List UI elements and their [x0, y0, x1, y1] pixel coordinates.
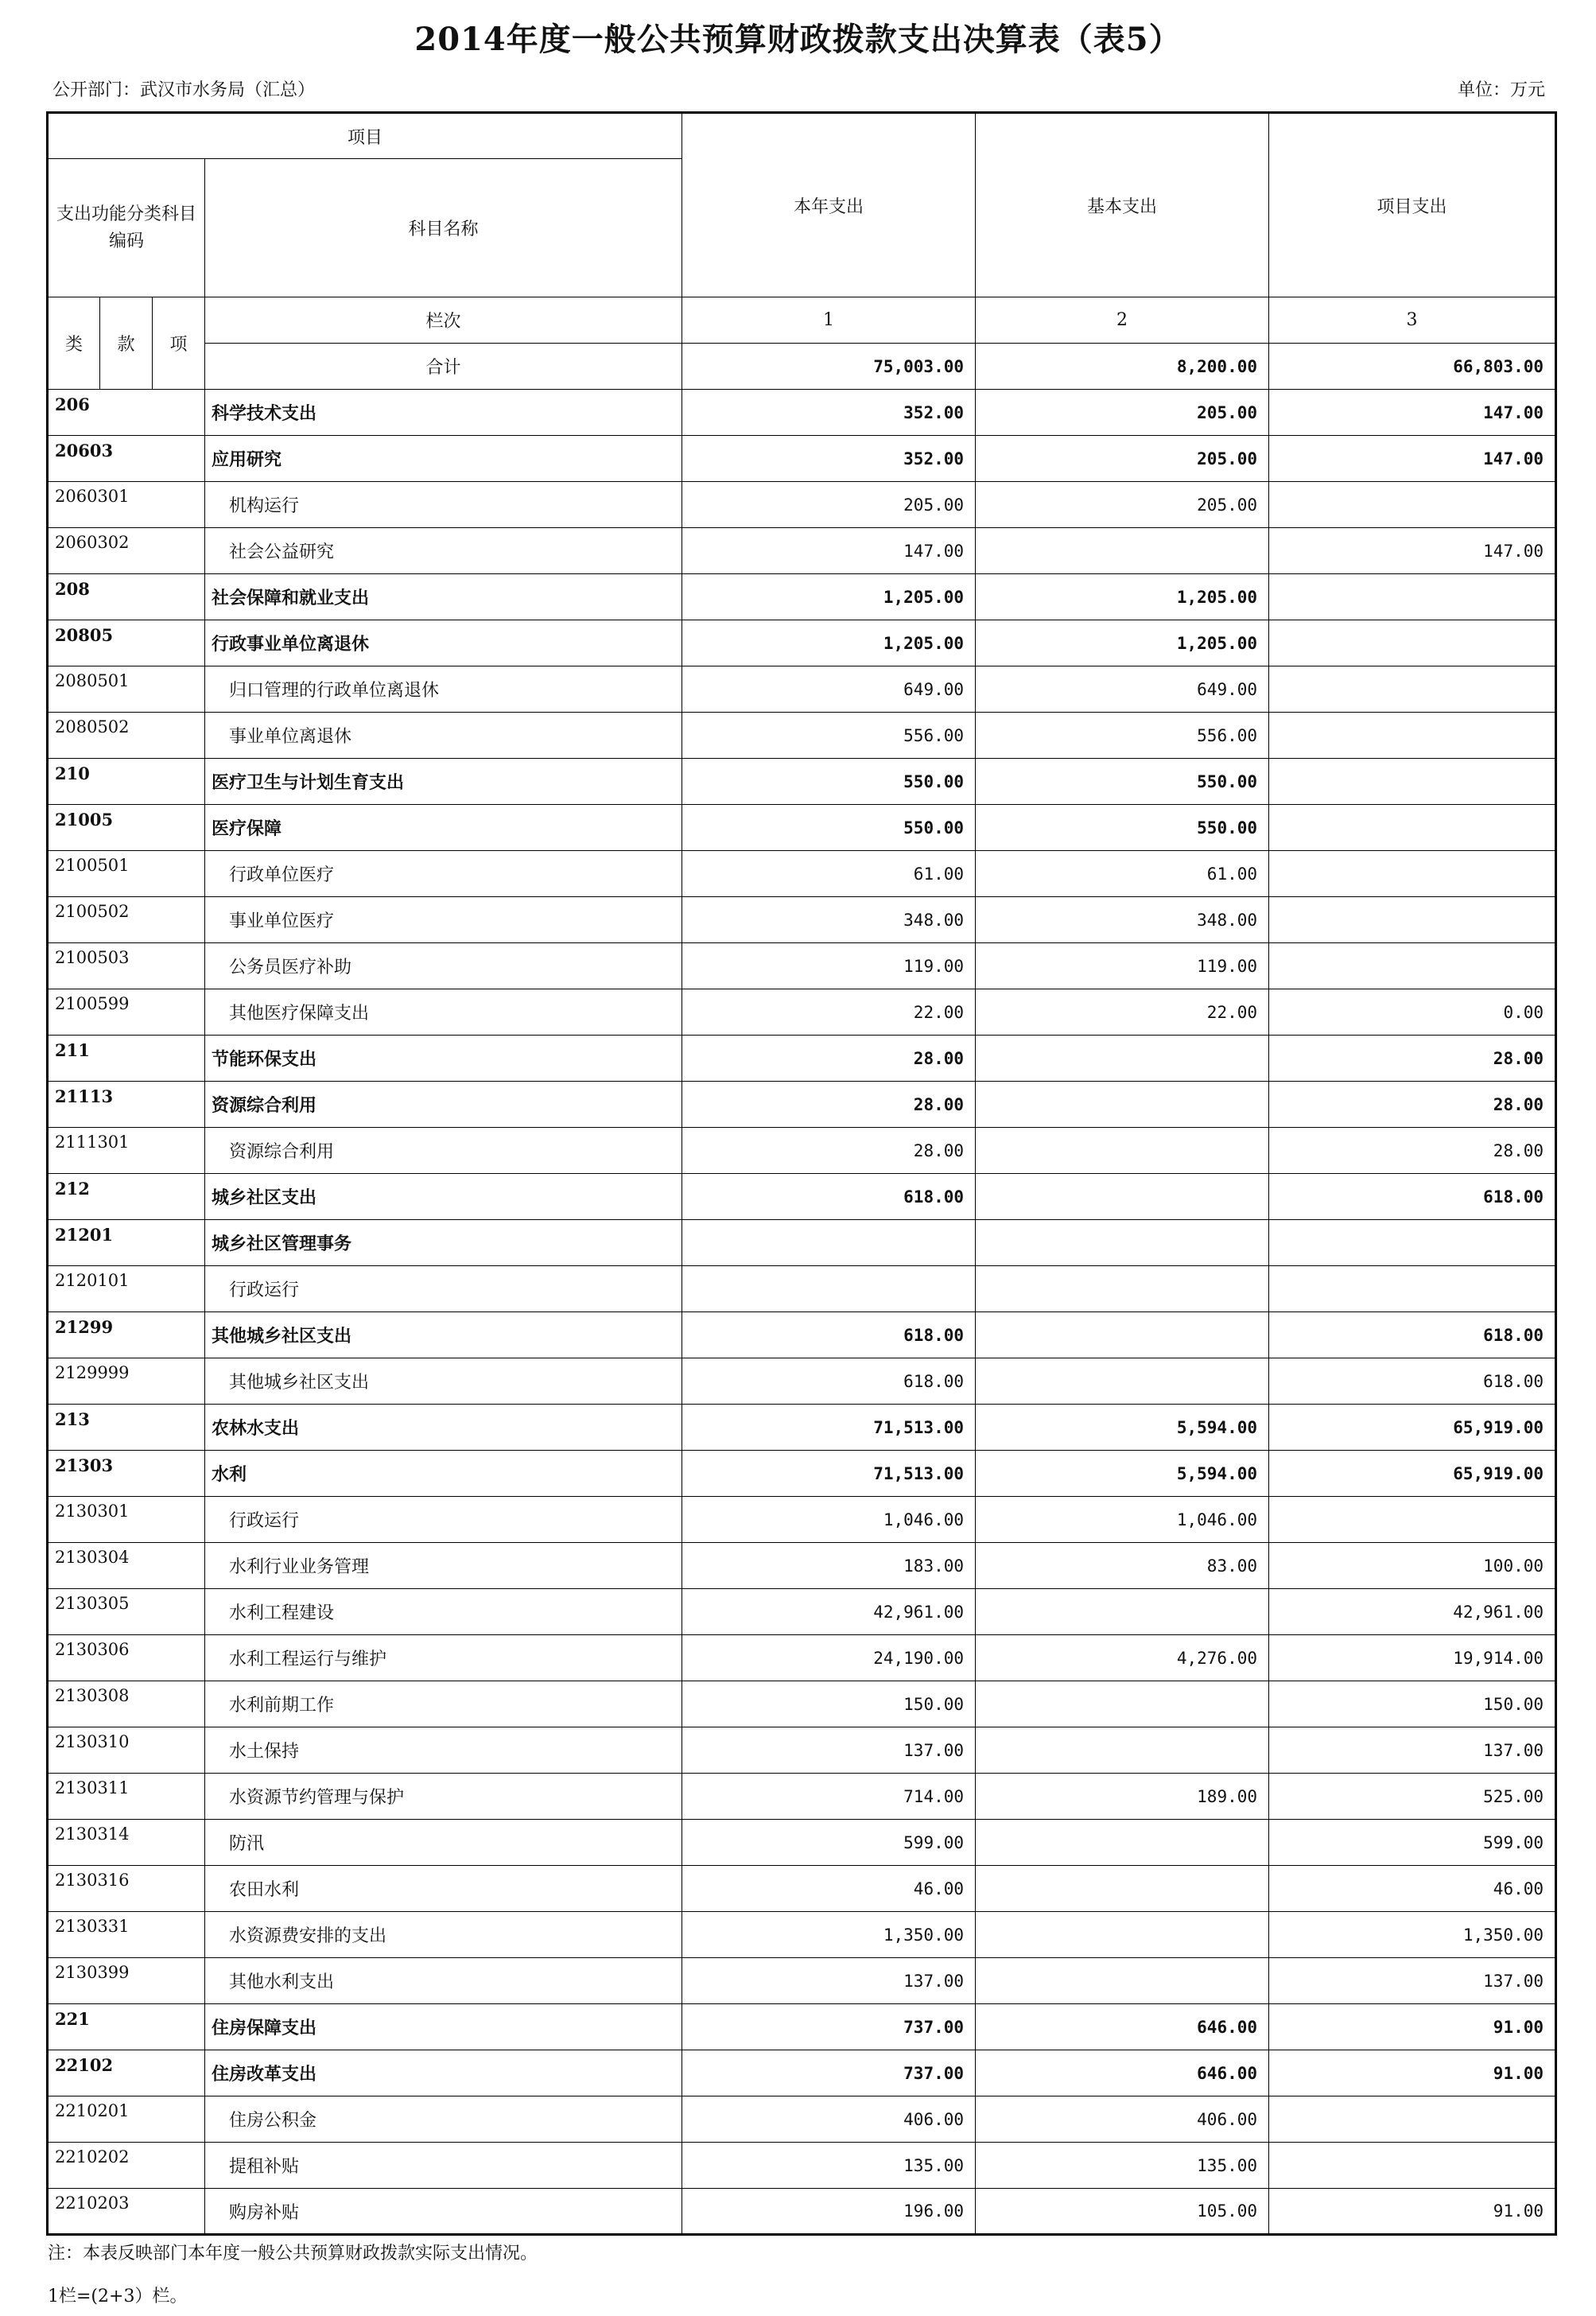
basic-expenditure-amount	[976, 1820, 1269, 1866]
table-row	[48, 2143, 1556, 2189]
current-year-amount: 556.00	[682, 713, 976, 759]
table-row	[48, 1358, 1556, 1405]
subject-name: 事业单位医疗	[205, 897, 682, 943]
subject-name: 社会公益研究	[205, 528, 682, 574]
subject-name: 行政运行	[205, 1266, 682, 1312]
current-year-amount: 71,513.00	[682, 1405, 976, 1451]
project-expenditure-amount: 147.00	[1269, 528, 1556, 574]
project-expenditure-amount: 0.00	[1269, 989, 1556, 1036]
header-lanci: 栏次	[205, 297, 682, 344]
basic-expenditure-amount	[976, 1312, 1269, 1358]
subject-code: 21113	[48, 1082, 205, 1128]
table-row	[48, 1082, 1556, 1128]
basic-expenditure-amount: 649.00	[976, 666, 1269, 713]
total-label: 合计	[205, 344, 682, 390]
project-expenditure-amount	[1269, 666, 1556, 713]
subject-code: 2060302	[48, 528, 205, 574]
table-row	[48, 2004, 1556, 2050]
subject-name: 归口管理的行政单位离退休	[205, 666, 682, 713]
current-year-amount: 24,190.00	[682, 1635, 976, 1681]
subject-code: 2130310	[48, 1727, 205, 1774]
table-row	[48, 851, 1556, 897]
project-expenditure-amount	[1269, 897, 1556, 943]
header-n2: 2	[976, 297, 1269, 344]
project-expenditure-amount	[1269, 482, 1556, 528]
subject-code: 213	[48, 1405, 205, 1451]
project-expenditure-amount: 65,919.00	[1269, 1405, 1556, 1451]
basic-expenditure-amount: 1,205.00	[976, 574, 1269, 620]
project-expenditure-amount: 150.00	[1269, 1681, 1556, 1727]
basic-expenditure-amount: 105.00	[976, 2189, 1269, 2235]
basic-expenditure-amount	[976, 1036, 1269, 1082]
subject-name: 住房改革支出	[205, 2050, 682, 2096]
current-year-amount: 352.00	[682, 436, 976, 482]
subject-name: 农林水支出	[205, 1405, 682, 1451]
current-year-amount: 137.00	[682, 1958, 976, 2004]
current-year-amount: 599.00	[682, 1820, 976, 1866]
table-row	[48, 1128, 1556, 1174]
subject-code: 208	[48, 574, 205, 620]
table-row	[48, 943, 1556, 989]
project-expenditure-amount	[1269, 1220, 1556, 1266]
subject-name: 资源综合利用	[205, 1082, 682, 1128]
subject-code: 211	[48, 1036, 205, 1082]
table-row	[48, 1727, 1556, 1774]
subject-code: 206	[48, 390, 205, 436]
footnote-1: 注：本表反映部门本年度一般公共预算财政拨款实际支出情况。	[48, 2244, 538, 2264]
subject-code: 22102	[48, 2050, 205, 2096]
header-col1: 本年支出	[682, 113, 976, 297]
current-year-amount: 1,205.00	[682, 574, 976, 620]
current-year-amount: 1,350.00	[682, 1912, 976, 1958]
basic-expenditure-amount	[976, 1958, 1269, 2004]
subject-name: 机构运行	[205, 482, 682, 528]
current-year-amount: 22.00	[682, 989, 976, 1036]
project-expenditure-amount: 599.00	[1269, 1820, 1556, 1866]
subject-code: 20805	[48, 620, 205, 666]
project-expenditure-amount	[1269, 805, 1556, 851]
table-row	[48, 1543, 1556, 1589]
current-year-amount: 1,205.00	[682, 620, 976, 666]
basic-expenditure-amount	[976, 1589, 1269, 1635]
project-expenditure-amount	[1269, 713, 1556, 759]
total-row	[48, 344, 1556, 390]
header-kuan: 款	[100, 297, 153, 390]
current-year-amount: 46.00	[682, 1866, 976, 1912]
subject-name: 提租补贴	[205, 2143, 682, 2189]
subject-name: 事业单位离退休	[205, 713, 682, 759]
current-year-amount: 352.00	[682, 390, 976, 436]
subject-name: 资源综合利用	[205, 1128, 682, 1174]
basic-expenditure-amount	[976, 1866, 1269, 1912]
project-expenditure-amount: 28.00	[1269, 1128, 1556, 1174]
current-year-amount: 737.00	[682, 2004, 976, 2050]
current-year-amount: 205.00	[682, 482, 976, 528]
subject-code: 21201	[48, 1220, 205, 1266]
subject-name: 医疗保障	[205, 805, 682, 851]
subject-name: 防汛	[205, 1820, 682, 1866]
subject-code: 2130305	[48, 1589, 205, 1635]
table-row	[48, 1312, 1556, 1358]
subject-code: 2130308	[48, 1681, 205, 1727]
current-year-amount: 348.00	[682, 897, 976, 943]
table-row	[48, 1220, 1556, 1266]
subject-code: 20603	[48, 436, 205, 482]
subject-name: 城乡社区支出	[205, 1174, 682, 1220]
subject-code: 221	[48, 2004, 205, 2050]
current-year-amount: 135.00	[682, 2143, 976, 2189]
project-expenditure-amount: 28.00	[1269, 1082, 1556, 1128]
subject-name: 住房公积金	[205, 2096, 682, 2143]
basic-expenditure-amount: 205.00	[976, 436, 1269, 482]
project-expenditure-amount: 91.00	[1269, 2004, 1556, 2050]
subject-code: 2130304	[48, 1543, 205, 1589]
subject-code: 2111301	[48, 1128, 205, 1174]
basic-expenditure-amount	[976, 1358, 1269, 1405]
basic-expenditure-amount	[976, 1220, 1269, 1266]
basic-expenditure-amount: 61.00	[976, 851, 1269, 897]
subject-code: 2080502	[48, 713, 205, 759]
subject-name: 水利工程建设	[205, 1589, 682, 1635]
subject-name: 购房补贴	[205, 2189, 682, 2235]
basic-expenditure-amount: 406.00	[976, 2096, 1269, 2143]
basic-expenditure-amount: 550.00	[976, 805, 1269, 851]
project-expenditure-amount: 91.00	[1269, 2189, 1556, 2235]
current-year-amount: 550.00	[682, 805, 976, 851]
subject-name: 水利工程运行与维护	[205, 1635, 682, 1681]
basic-expenditure-amount: 119.00	[976, 943, 1269, 989]
subject-name: 水利前期工作	[205, 1681, 682, 1727]
table-row	[48, 713, 1556, 759]
table-row	[48, 528, 1556, 574]
subject-code: 2210202	[48, 2143, 205, 2189]
basic-expenditure-amount: 550.00	[976, 759, 1269, 805]
current-year-amount: 183.00	[682, 1543, 976, 1589]
subject-code: 2130311	[48, 1774, 205, 1820]
project-expenditure-amount: 525.00	[1269, 1774, 1556, 1820]
table-row	[48, 1958, 1556, 2004]
current-year-amount: 42,961.00	[682, 1589, 976, 1635]
current-year-amount: 28.00	[682, 1128, 976, 1174]
table-row	[48, 759, 1556, 805]
table-row	[48, 436, 1556, 482]
table-row	[48, 1589, 1556, 1635]
current-year-amount: 714.00	[682, 1774, 976, 1820]
table-row	[48, 574, 1556, 620]
subject-code: 2120101	[48, 1266, 205, 1312]
table-row	[48, 1036, 1556, 1082]
subject-code: 2100502	[48, 897, 205, 943]
subject-name: 住房保障支出	[205, 2004, 682, 2050]
project-expenditure-amount: 1,350.00	[1269, 1912, 1556, 1958]
page-title: 2014年度一般公共预算财政拨款支出决算表（表5）	[414, 21, 1182, 58]
subject-code: 2060301	[48, 482, 205, 528]
basic-expenditure-amount	[976, 1681, 1269, 1727]
subject-code: 21005	[48, 805, 205, 851]
project-expenditure-amount	[1269, 574, 1556, 620]
table-row	[48, 897, 1556, 943]
basic-expenditure-amount: 1,205.00	[976, 620, 1269, 666]
subject-code: 2129999	[48, 1358, 205, 1405]
current-year-amount: 28.00	[682, 1036, 976, 1082]
header-name: 科目名称	[205, 159, 682, 297]
subject-name: 社会保障和就业支出	[205, 574, 682, 620]
table-row	[48, 390, 1556, 436]
table-row	[48, 989, 1556, 1036]
table-row	[48, 1774, 1556, 1820]
subject-code: 2130301	[48, 1497, 205, 1543]
subject-code: 2080501	[48, 666, 205, 713]
header-col2: 基本支出	[976, 113, 1269, 297]
project-expenditure-amount	[1269, 851, 1556, 897]
header-xiang: 项	[153, 297, 205, 390]
basic-expenditure-amount: 556.00	[976, 713, 1269, 759]
table-row	[48, 666, 1556, 713]
basic-expenditure-amount	[976, 528, 1269, 574]
subject-name: 其他城乡社区支出	[205, 1358, 682, 1405]
table-row	[48, 2096, 1556, 2143]
table-row	[48, 482, 1556, 528]
subject-name: 水土保持	[205, 1727, 682, 1774]
basic-expenditure-amount: 5,594.00	[976, 1451, 1269, 1497]
subject-code: 2130331	[48, 1912, 205, 1958]
current-year-amount: 550.00	[682, 759, 976, 805]
basic-expenditure-amount: 22.00	[976, 989, 1269, 1036]
subject-name: 科学技术支出	[205, 390, 682, 436]
subject-code: 2130316	[48, 1866, 205, 1912]
current-year-amount: 618.00	[682, 1358, 976, 1405]
subject-code: 2210203	[48, 2189, 205, 2235]
basic-expenditure-amount: 1,046.00	[976, 1497, 1269, 1543]
table-row	[48, 1635, 1556, 1681]
current-year-amount	[682, 1220, 976, 1266]
header-col3: 项目支出	[1269, 113, 1556, 297]
header-project: 项目	[48, 113, 682, 159]
project-expenditure-amount	[1269, 1497, 1556, 1543]
basic-expenditure-amount: 189.00	[976, 1774, 1269, 1820]
subject-name: 公务员医疗补助	[205, 943, 682, 989]
current-year-amount: 71,513.00	[682, 1451, 976, 1497]
subject-name: 水资源节约管理与保护	[205, 1774, 682, 1820]
project-expenditure-amount	[1269, 759, 1556, 805]
subject-name: 水资源费安排的支出	[205, 1912, 682, 1958]
subject-name: 其他医疗保障支出	[205, 989, 682, 1036]
subject-name: 医疗卫生与计划生育支出	[205, 759, 682, 805]
current-year-amount: 147.00	[682, 528, 976, 574]
header-lei: 类	[48, 297, 100, 390]
current-year-amount: 618.00	[682, 1174, 976, 1220]
header-n1: 1	[682, 297, 976, 344]
project-expenditure-amount	[1269, 620, 1556, 666]
total-col2: 8,200.00	[976, 344, 1269, 390]
table-row	[48, 620, 1556, 666]
header-row-4	[48, 297, 1556, 344]
project-expenditure-amount: 618.00	[1269, 1312, 1556, 1358]
subject-name: 其他水利支出	[205, 1958, 682, 2004]
header-code-group: 支出功能分类科目编码	[48, 159, 205, 297]
basic-expenditure-amount	[976, 1727, 1269, 1774]
total-col3: 66,803.00	[1269, 344, 1556, 390]
basic-expenditure-amount	[976, 1082, 1269, 1128]
subject-code: 2100599	[48, 989, 205, 1036]
table-row	[48, 1497, 1556, 1543]
subject-code: 21299	[48, 1312, 205, 1358]
subject-name: 水利行业业务管理	[205, 1543, 682, 1589]
basic-expenditure-amount: 83.00	[976, 1543, 1269, 1589]
table-row	[48, 805, 1556, 851]
table-row	[48, 1912, 1556, 1958]
current-year-amount: 28.00	[682, 1082, 976, 1128]
table-row	[48, 1266, 1556, 1312]
current-year-amount: 150.00	[682, 1681, 976, 1727]
subject-name: 节能环保支出	[205, 1036, 682, 1082]
basic-expenditure-amount: 646.00	[976, 2004, 1269, 2050]
project-expenditure-amount: 147.00	[1269, 390, 1556, 436]
subject-code: 2130314	[48, 1820, 205, 1866]
subject-name: 城乡社区管理事务	[205, 1220, 682, 1266]
project-expenditure-amount: 137.00	[1269, 1958, 1556, 2004]
project-expenditure-amount: 147.00	[1269, 436, 1556, 482]
current-year-amount	[682, 1266, 976, 1312]
basic-expenditure-amount: 646.00	[976, 2050, 1269, 2096]
subject-code: 2100501	[48, 851, 205, 897]
project-expenditure-amount: 618.00	[1269, 1174, 1556, 1220]
basic-expenditure-amount: 205.00	[976, 482, 1269, 528]
basic-expenditure-amount: 4,276.00	[976, 1635, 1269, 1681]
table-row	[48, 1451, 1556, 1497]
table-row	[48, 1405, 1556, 1451]
subject-name: 行政单位医疗	[205, 851, 682, 897]
project-expenditure-amount: 42,961.00	[1269, 1589, 1556, 1635]
project-expenditure-amount: 46.00	[1269, 1866, 1556, 1912]
current-year-amount: 406.00	[682, 2096, 976, 2143]
basic-expenditure-amount	[976, 1174, 1269, 1220]
project-expenditure-amount: 618.00	[1269, 1358, 1556, 1405]
basic-expenditure-amount: 135.00	[976, 2143, 1269, 2189]
current-year-amount: 1,046.00	[682, 1497, 976, 1543]
subject-name: 应用研究	[205, 436, 682, 482]
subject-name: 行政运行	[205, 1497, 682, 1543]
project-expenditure-amount	[1269, 1266, 1556, 1312]
project-expenditure-amount	[1269, 943, 1556, 989]
project-expenditure-amount: 91.00	[1269, 2050, 1556, 2096]
subject-code: 2130399	[48, 1958, 205, 2004]
subject-name: 水利	[205, 1451, 682, 1497]
project-expenditure-amount	[1269, 2096, 1556, 2143]
current-year-amount: 119.00	[682, 943, 976, 989]
project-expenditure-amount: 100.00	[1269, 1543, 1556, 1589]
current-year-amount: 196.00	[682, 2189, 976, 2235]
subject-code: 21303	[48, 1451, 205, 1497]
table-row	[48, 1681, 1556, 1727]
project-expenditure-amount	[1269, 2143, 1556, 2189]
subject-name: 农田水利	[205, 1866, 682, 1912]
table-row	[48, 2050, 1556, 2096]
subject-code: 2100503	[48, 943, 205, 989]
current-year-amount: 737.00	[682, 2050, 976, 2096]
basic-expenditure-amount: 205.00	[976, 390, 1269, 436]
basic-expenditure-amount	[976, 1128, 1269, 1174]
table-row	[48, 1820, 1556, 1866]
subject-code: 2130306	[48, 1635, 205, 1681]
basic-expenditure-amount	[976, 1912, 1269, 1958]
subject-code: 210	[48, 759, 205, 805]
table-row	[48, 1866, 1556, 1912]
total-col1: 75,003.00	[682, 344, 976, 390]
basic-expenditure-amount: 5,594.00	[976, 1405, 1269, 1451]
current-year-amount: 618.00	[682, 1312, 976, 1358]
department-label: 公开部门：武汉市水务局（汇总）	[52, 80, 316, 100]
unit-label: 单位：万元	[1457, 80, 1545, 100]
expenditure-table	[46, 111, 1557, 2236]
project-expenditure-amount: 137.00	[1269, 1727, 1556, 1774]
subject-code: 212	[48, 1174, 205, 1220]
header-row-1	[48, 113, 1556, 159]
subject-code: 2210201	[48, 2096, 205, 2143]
subject-name: 其他城乡社区支出	[205, 1312, 682, 1358]
basic-expenditure-amount: 348.00	[976, 897, 1269, 943]
footnote-2: 1栏=(2+3）栏。	[48, 2287, 188, 2306]
project-expenditure-amount: 19,914.00	[1269, 1635, 1556, 1681]
project-expenditure-amount: 65,919.00	[1269, 1451, 1556, 1497]
subject-name: 行政事业单位离退休	[205, 620, 682, 666]
current-year-amount: 61.00	[682, 851, 976, 897]
table-row	[48, 2189, 1556, 2235]
current-year-amount: 137.00	[682, 1727, 976, 1774]
table-row	[48, 1174, 1556, 1220]
current-year-amount: 649.00	[682, 666, 976, 713]
header-n3: 3	[1269, 297, 1556, 344]
project-expenditure-amount: 28.00	[1269, 1036, 1556, 1082]
basic-expenditure-amount	[976, 1266, 1269, 1312]
